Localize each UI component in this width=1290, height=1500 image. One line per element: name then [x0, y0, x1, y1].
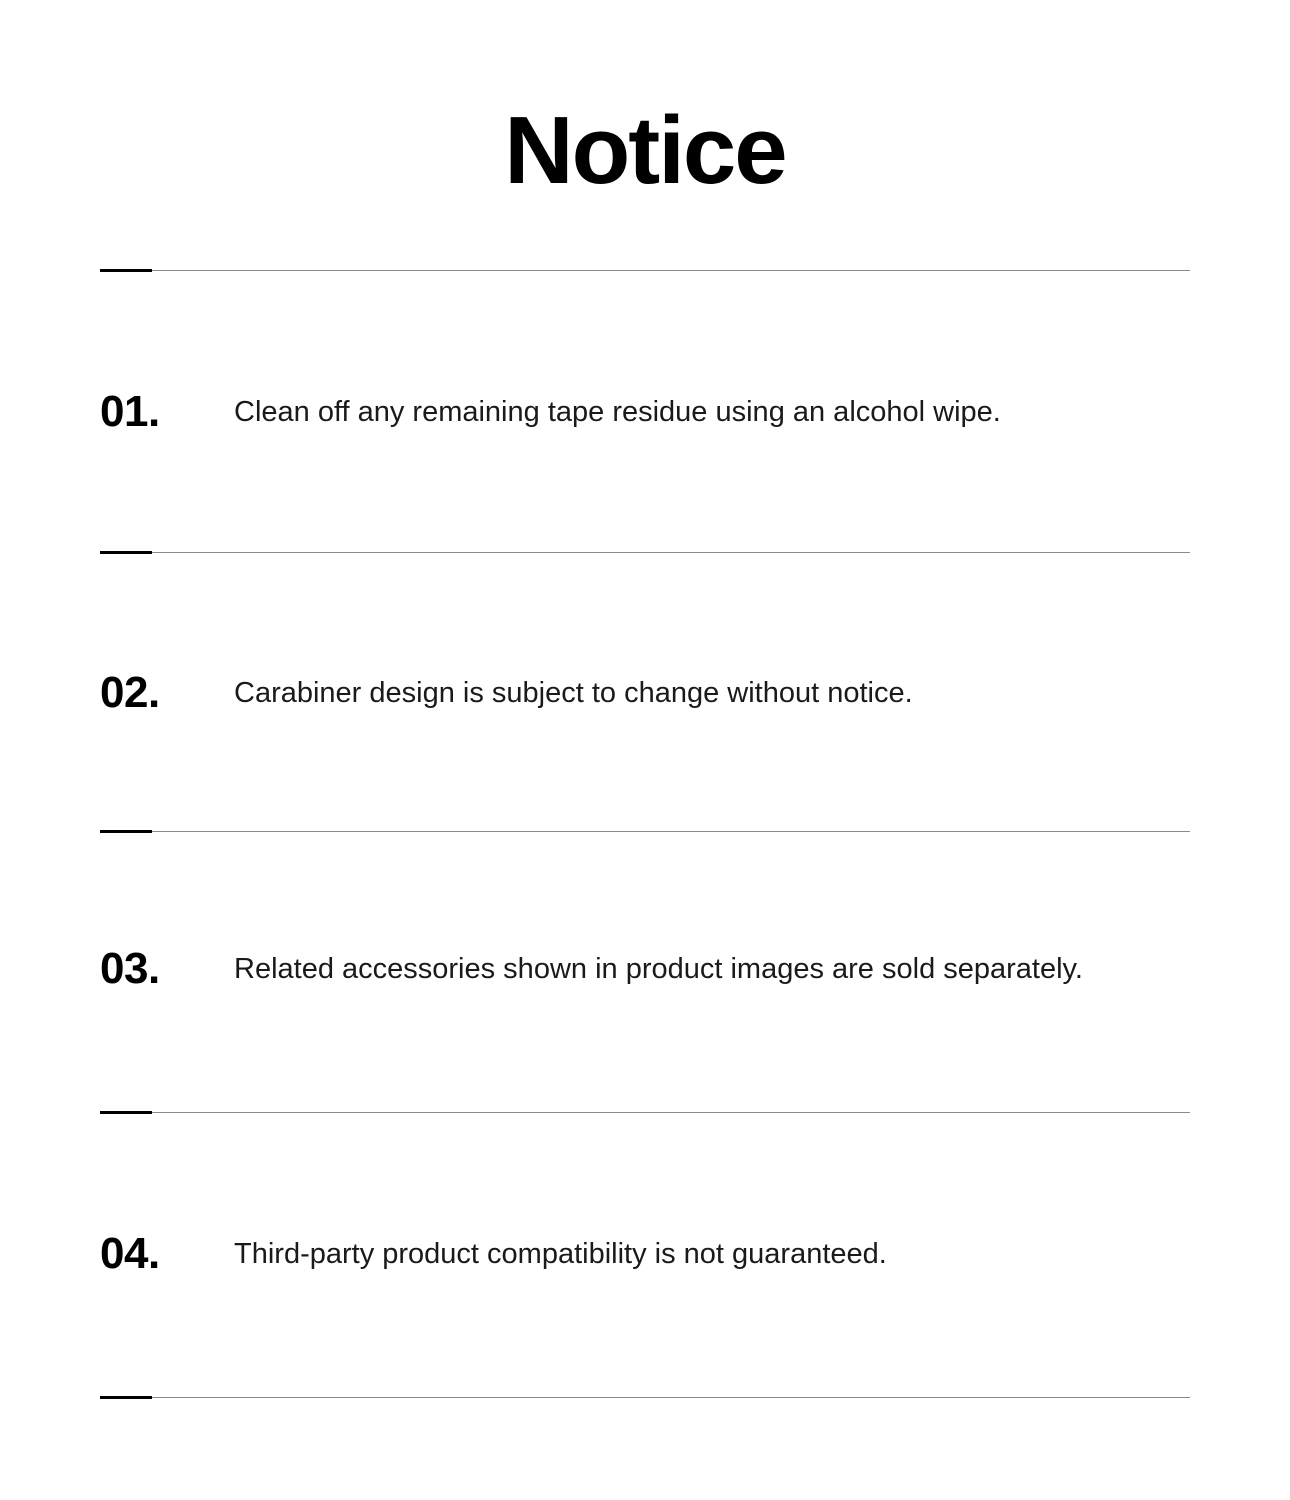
- notice-item: [100, 1224, 1190, 1284]
- divider: [100, 831, 1190, 832]
- divider-accent: [100, 551, 152, 554]
- divider: [100, 1397, 1190, 1398]
- notice-number: 03.: [100, 944, 160, 993]
- notice-text: Related accessories shown in product images are sold separately.: [234, 953, 1083, 985]
- divider-accent: [100, 269, 152, 272]
- notice-item: [100, 382, 1190, 442]
- notice-text: Clean off any remaining tape residue using an alcohol wipe.: [234, 396, 1001, 428]
- divider-accent: [100, 1111, 152, 1114]
- notice-item: [100, 663, 1190, 723]
- notice-item: [100, 939, 1190, 999]
- notice-number: 01.: [100, 387, 160, 436]
- divider: [100, 552, 1190, 553]
- notice-number: 02.: [100, 668, 160, 717]
- divider: [100, 270, 1190, 271]
- notice-number: 04.: [100, 1229, 160, 1278]
- divider-accent: [100, 830, 152, 833]
- divider-accent: [100, 1396, 152, 1399]
- notice-text: Carabiner design is subject to change without notice.: [234, 677, 913, 709]
- notice-text: Third-party product compatibility is not guaranteed.: [234, 1238, 887, 1270]
- divider: [100, 1112, 1190, 1113]
- page-title: Notice: [504, 97, 786, 204]
